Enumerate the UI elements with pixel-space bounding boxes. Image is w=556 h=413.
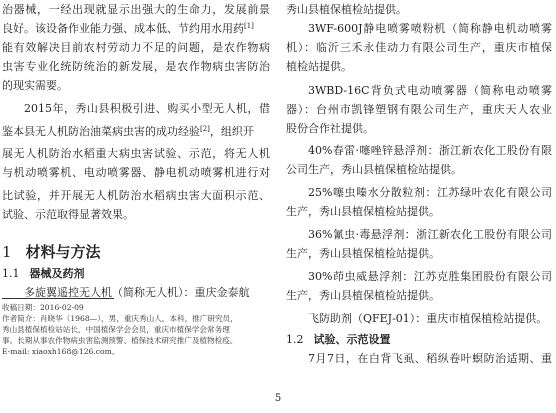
footnote-author-info: 秀山县植保植检站站长，中国植保学会会员，重庆市植保学会常务理 [2,325,230,334]
body-line: 25%噻虫嗪水分散粒剂：江苏绿叶农化有限公司 [308,186,552,199]
subsection-number: 1.2 [286,333,304,346]
footnote-author-info: 事。长期从事农作物病虫害监测预警、植保技术研究推广及植物检疫。 [2,336,238,345]
subsection-number: 1.1 [2,267,20,280]
body-line: 36%氰虫·毒悬浮剂：浙江新农化工股份有限公司 [308,228,552,241]
body-line: 治器械，一经出现就显示出强大的生命力，发展前景 [2,3,270,16]
body-line: 秀山县植保植检站提供。 [286,3,407,16]
body-line: 能有效解决目前农村劳动力不足的问题，是农作物病 [2,41,270,54]
body-line: 的现实需要。 [2,79,68,92]
citation-ref[interactable]: [2] [200,125,210,133]
page-number: 5 [274,393,282,404]
body-line: 2015年，秀山县积极引进、购买小型无人机，借 [24,102,270,115]
subsection-title: 器械及药剂 [29,267,85,280]
section-title: 材料与方法 [25,243,101,261]
body-line: 比试验，并开展无人机防治水稻病虫害大面积示范、 [2,189,270,202]
body-line: 30%茚虫威悬浮剂：江苏克胜集团股份有限公司 [308,270,552,283]
body-line: 40%春雷·噻唑锌悬浮剂：浙江新农化工股份有限 [308,144,552,157]
subsection-title: 试验、示范设置 [313,333,391,346]
body-line: 与机动喷雾机、电动喷雾器、静电机动喷雾机进行对 [2,166,270,179]
body-line: 试验、示范取得显著效果。 [2,208,134,221]
footnote-received-date: 收稿日期：2016-02-09 [2,303,84,312]
body-line: 鉴本县无人机防治油菜病虫害的成功经验[2]，组织开 [2,125,254,138]
body-line: 公司生产，秀山县植保植检站提供。 [286,163,462,176]
body-line: 飞防助剂（QFEJ-01）：重庆市植保植检站提供。 [308,312,548,325]
body-line: 虫害专业化统防统治的新发展，是农作物病虫害防治 [2,60,270,73]
body-line: 3WBD-16C背负式电动喷雾器（简称电动喷雾 [308,84,552,97]
body-line: 股份合作社提供。 [286,122,374,135]
body-line: 生产，秀山县植保植检站提供。 [286,205,440,218]
body-line: 展无人机防治水稻重大病虫害试验、示范，将无人机 [2,147,270,160]
citation-ref[interactable]: [1] [244,22,254,30]
footnote-email[interactable]: E-mail: xiaoxh168@126.com。 [2,347,120,356]
body-line: 3WF-600J静电喷雾喷粉机（简称静电机动喷雾 [308,22,552,35]
body-line: 7月7日，在白背飞虱、稻纵卷叶螟防治适期、重 [308,352,552,365]
section-heading [2,242,101,262]
body-line: 生产，秀山县植保植检站提供。 [286,289,440,302]
section-number: 1 [2,243,12,261]
body-line: 多旋翼遥控无人机（简称无人机）：重庆金泰航 [24,286,250,299]
body-line: 器）：台州市凯锋塑钢有限公司生产，重庆天人农业 [286,103,552,116]
footnote-author-info: 作者简介：肖晓华（1968—），男，重庆秀山人，本科，推广研究员， [2,314,238,323]
body-line: 植检站提供。 [286,60,352,73]
body-line: 生产，秀山县植保植检站提供。 [286,247,440,260]
body-line: 良好。该设备作业能力强、成本低、节约用水用药[1] [2,22,254,35]
footnote-divider [2,298,114,299]
subsection-heading [286,332,391,347]
subsection-heading [2,266,85,281]
body-line: 机）：临沂三禾永佳动力有限公司生产，重庆市植保 [286,41,552,54]
